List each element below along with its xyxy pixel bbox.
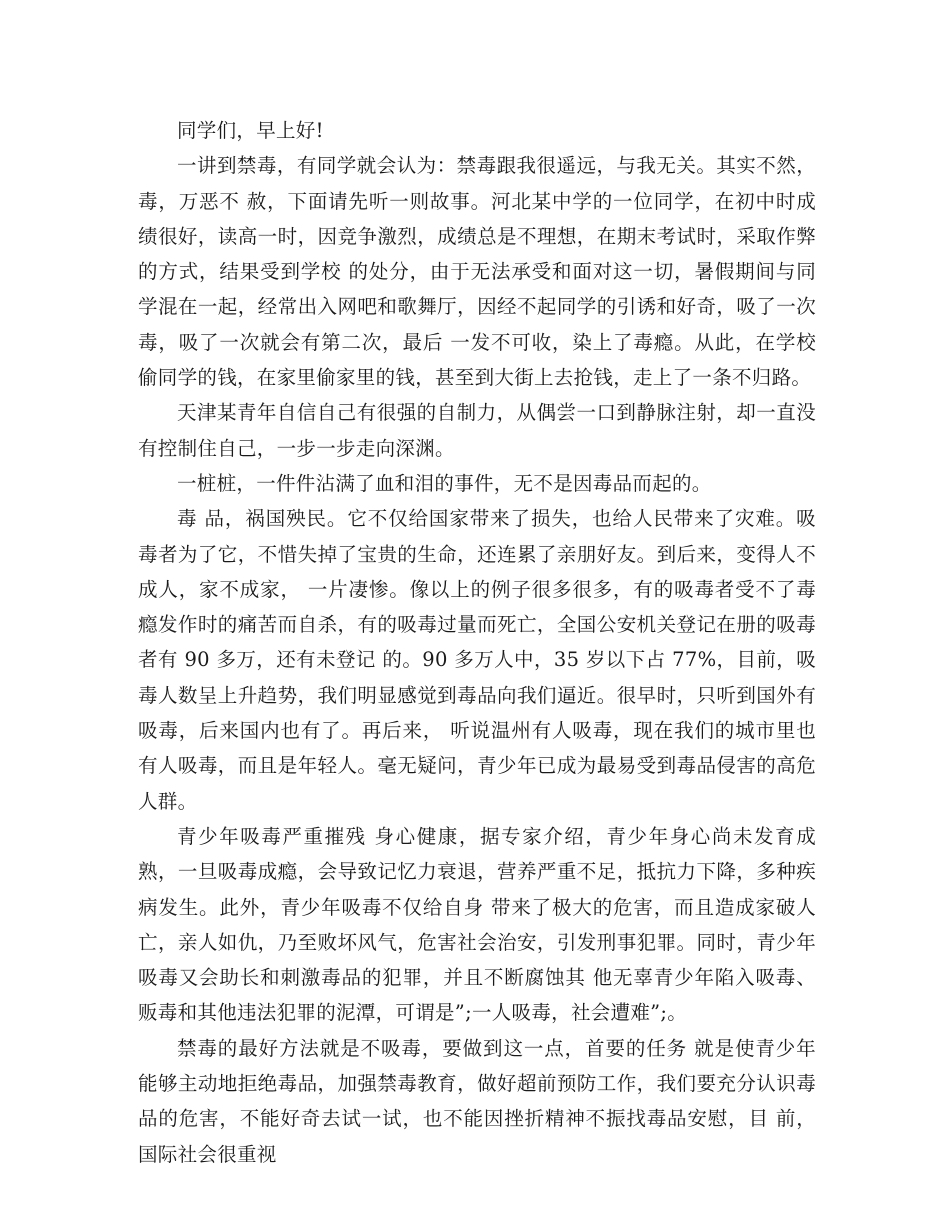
youth-paragraph: 青少年吸毒严重摧残 身心健康，据专家介绍，青少年身心尚未发育成熟，一旦吸毒成瘾，会导致记忆力衰退，营养严重不足，抵抗力下降，多种疾病发生。此外，青少年吸毒不仅给自身 带来了极大的危害，而且造成家破人亡，亲人如仇，乃至败坏风气，危害社会治安，引发刑事犯罪。同时，青少年吸毒又会助长和刺激毒品的犯罪，并且不断腐蚀其 他无辜青少年陷入吸毒、贩毒和其他违法犯罪的泥潭，可谓是”;一人吸毒，社会遭难”;。 (138, 824, 816, 1025)
summary-paragraph: 一桩桩，一件件沾满了血和泪的事件，无不是因毒品而起的。 (177, 471, 712, 495)
greeting-paragraph: 同学们，早上好! (177, 119, 324, 142)
harm-paragraph: 毒 品，祸国殃民。它不仅给国家带来了损失，也给人民带来了灾难。吸毒者为了它，不惜失掉了宝贵的生命，还连累了亲朋好友。到后来，变得人不成人，家不成家， 一片凄惨。像以上的例子很多很多，有的吸毒者受不了毒瘾发作时的痛苦而自杀，有的吸毒过量而死亡，全国公安机关登记在册的吸毒者有 90 多万，还有未登记 的。90 多万人中，35 岁以下占 77%，目前，吸毒人数呈上升趋势，我们明显感觉到毒品向我们逼近。很早时，只听到国外有吸毒，后来国内也有了。再后来， 听说温州有人吸毒，现在我们的城市里也有人吸毒，而且是年轻人。毫无疑问，青少年已成为最易受到毒品侵害的高危人群。 (138, 507, 816, 813)
tianjin-paragraph: 天津某青年自信自己有很强的自制力，从偶尝一口到静脉注射，却一直没有控制住自己，一步一步走向深渊。 (138, 401, 816, 460)
prevention-paragraph: 禁毒的最好方法就是不吸毒，要做到这一点，首要的任务 就是使青少年能够主动地拒绝毒品，加强禁毒教育，做好超前预防工作，我们要充分认识毒品的危害，不能好奇去试一试，也不能因挫折精神不振找毒品安慰，目 前，国际社会很重视 (138, 1036, 816, 1166)
speech-body (138, 113, 816, 1172)
story-paragraph: 一讲到禁毒，有同学就会认为：禁毒跟我很遥远，与我无关。其实不然，毒，万恶不 赦，下面请先听一则故事。河北某中学的一位同学，在初中时成绩很好，读高一时，因竞争激烈，成绩总是不理想，在期末考试时，采取作弊的方式，结果受到学校 的处分，由于无法承受和面对这一切，暑假期间与同学混在一起，经常出入网吧和歌舞厅，因经不起同学的引诱和好奇，吸了一次毒，吸了一次就会有第二次，最后 一发不可收，染上了毒瘾。从此，在学校偷同学的钱，在家里偷家里的钱，甚至到大街上去抢钱，走上了一条不归路。 (138, 154, 816, 390)
